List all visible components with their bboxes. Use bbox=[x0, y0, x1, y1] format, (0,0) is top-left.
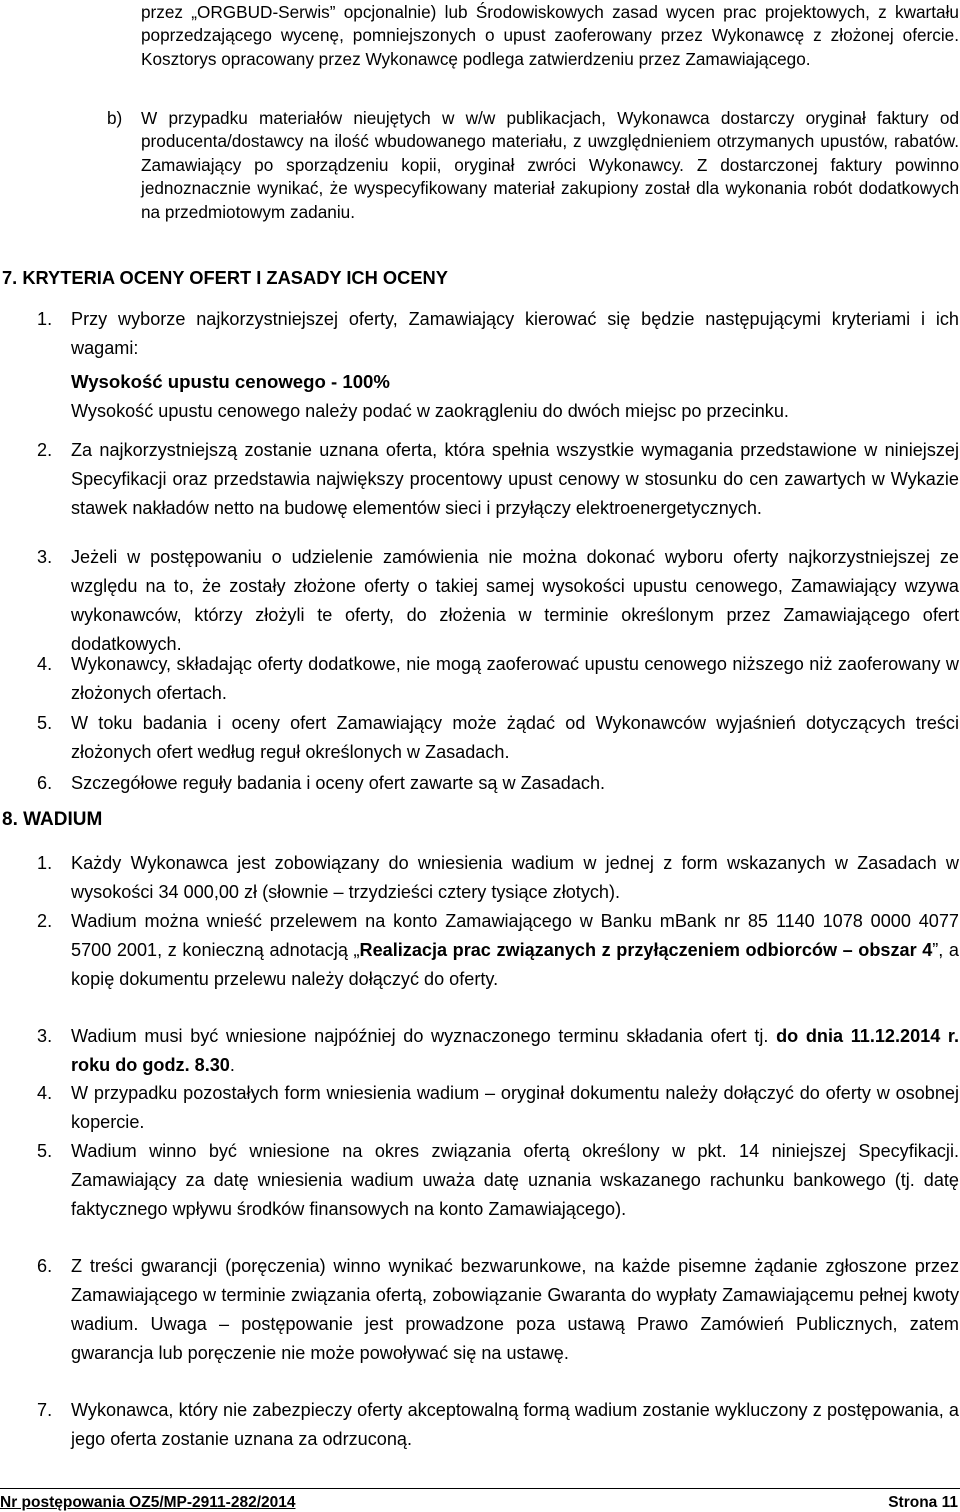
criteria-item-4 bbox=[37, 650, 959, 710]
intro-item-b-text: W przypadku materiałów nieujętych w w/w publikacjach, Wykonawca dostarczy oryginał faktury od producenta/dostawcy na ilość wbudowanego materiału, z uwzględnieniem otrzymanych upustów, rabatów. Zamawiający po sporządzeniu kopii, oryginał zwróci Wykonawcy. Z dostarczonej faktury powinno jednoznacznie wynikać, że wyspecyfikowany materiał zakupiony został dla wykonania robót dodatkowych na przedmiotowym zadaniu. bbox=[141, 108, 959, 222]
wadium-item-6 bbox=[37, 1252, 959, 1400]
list-number: 5. bbox=[37, 713, 53, 733]
page-indicator bbox=[888, 1494, 958, 1512]
criterion-note: Wysokość upustu cenowego należy podać w zaokrągleniu do dwóch miejsc po przecinku. bbox=[71, 401, 789, 421]
wadium-item-text: Z treści gwarancji (poręczenia) winno wynikać bezwarunkowe, na każde pisemne żądanie zgłoszone przez Zamawiającego w terminie związania ofertą, zobowiązanie Gwaranta do wypłaty Zamawiającemu pełnej kwoty wadium. Uwaga – postępowanie jest prowadzone poza ustawą Prawo Zamówień Publicznych, zatem gwarancja lub poręczenie nie może powoływać się na ustawę. bbox=[71, 1256, 959, 1363]
criteria-item-6 bbox=[37, 769, 959, 799]
criteria-item-text: Wykonawcy, składając oferty dodatkowe, nie mogą zaoferować upustu cenowego niższego niż zaoferowany w złożonych ofertach. bbox=[71, 654, 959, 703]
criteria-item-text: Szczegółowe reguły badania i oceny ofert zawarte są w Zasadach. bbox=[71, 773, 606, 793]
list-number: 3. bbox=[37, 1026, 53, 1046]
text-run: ”, a kopię dokumentu przelewu należy dołączyć do oferty. bbox=[71, 940, 959, 989]
list-number: 3. bbox=[37, 547, 53, 567]
wadium-item-text bbox=[71, 1022, 959, 1080]
list-number: 1. bbox=[37, 853, 53, 873]
wadium-item-text: Każdy Wykonawca jest zobowiązany do wniesienia wadium w jednej z form wskazanych w Zasadach w wysokości 34 000,00 zł (słownie – trzydzieści cztery tysiące złotych). bbox=[71, 853, 959, 902]
wadium-item-2 bbox=[37, 907, 959, 1025]
wadium-item-3 bbox=[37, 1022, 959, 1082]
text-run: Wadium można wnieść przelewem na konto Zamawiającego w Banku mBank nr 85 1140 1078 0000 4077 5700 2001, z konieczną adnotacją „ bbox=[71, 911, 959, 960]
criteria-item-1 bbox=[37, 305, 959, 365]
list-number: 4. bbox=[37, 1083, 53, 1103]
case-number: Nr postępowania OZ5/MP-2911-282/2014 bbox=[0, 1494, 296, 1511]
list-number: 1. bbox=[37, 309, 53, 329]
list-number: 6. bbox=[37, 773, 53, 793]
list-number: 6. bbox=[37, 1256, 53, 1276]
list-number: 2. bbox=[37, 911, 53, 931]
wadium-item-text: Wykonawca, który nie zabezpieczy oferty akceptowalną formą wadium zostanie wykluczony z postępowania, a jego oferta zostanie uznana za odrzuconą. bbox=[71, 1400, 959, 1449]
page-number: 11 bbox=[941, 1494, 958, 1511]
wadium-item-text: W przypadku pozostałych form wniesienia wadium – oryginał dokumentu należy dołączyć do oferty w osobnej kopercie. bbox=[71, 1083, 959, 1132]
section-heading-wadium: 8. WADIUM bbox=[2, 809, 103, 830]
wadium-item-4 bbox=[37, 1079, 959, 1139]
criterion-weight: Wysokość upustu cenowego - 100% bbox=[71, 371, 390, 392]
page-label: Strona bbox=[888, 1494, 938, 1511]
wadium-item-5 bbox=[37, 1137, 959, 1255]
bold-deadline: do dnia 11.12.2014 r. roku do godz. 8.30 bbox=[71, 1026, 959, 1075]
text-run: . bbox=[229, 1055, 235, 1075]
wadium-item-text: Wadium winno być wniesione na okres związania ofertą określony w pkt. 14 niniejszej Specyfikacji. Zamawiający za datę wniesienia wadium uważa datę uznania wskazanego rachunku bankowego (tj. datę faktycznego wpływu środków finansowych na konto Zamawiającego). bbox=[71, 1141, 959, 1219]
criteria-item-text: Przy wyborze najkorzystniejszej oferty, Zamawiający kierować się będzie następującymi kryteriami i ich wagami: bbox=[71, 309, 959, 358]
list-number: 2. bbox=[37, 440, 53, 460]
criteria-item-text: Za najkorzystniejszą zostanie uznana oferta, która spełnia wszystkie wymagania przedstawione w niniejszej Specyfikacji oraz przedstawia największy procentowy upust cenowy w stosunku do cen zawartych w Wykazie stawek nakładów netto na budowę elementów sieci i przyłączy elektroenergetycznych. bbox=[71, 440, 959, 518]
criteria-item-text: W toku badania i oceny ofert Zamawiający może żądać od Wykonawców wyjaśnień dotyczących treści złożonych ofert według reguł określonych w Zasadach. bbox=[71, 713, 959, 762]
wadium-item-1 bbox=[37, 849, 959, 909]
criteria-item-5 bbox=[37, 709, 959, 769]
criteria-item-3 bbox=[37, 543, 959, 661]
list-number: 5. bbox=[37, 1141, 53, 1161]
list-marker: b) bbox=[107, 108, 123, 128]
page-footer bbox=[0, 1488, 960, 1511]
wadium-item-text bbox=[71, 907, 959, 994]
list-number: 7. bbox=[37, 1400, 53, 1420]
criteria-item-text: Jeżeli w postępowaniu o udzielenie zamówienia nie można dokonać wyboru oferty najkorzystniejszej ze względu na to, że zostały złożone oferty o takiej samej wysokości upustu cenowego, Zamawiający wzywa wykonawców, którzy złożyli te oferty, do złożenia w terminie określonym przez Zamawiającego ofert dodatkowych. bbox=[71, 547, 959, 654]
criteria-item-2 bbox=[37, 436, 959, 554]
text-run: Wadium musi być wniesione najpóźniej do wyznaczonego terminu składania ofert tj. bbox=[71, 1026, 777, 1046]
list-number: 4. bbox=[37, 654, 53, 674]
bold-annotation: Realizacja prac związanych z przyłączeniem odbiorców – obszar 4 bbox=[359, 940, 933, 960]
section-heading-criteria: 7. KRYTERIA OCENY OFERT I ZASADY ICH OCENY bbox=[2, 267, 448, 288]
wadium-item-7 bbox=[37, 1396, 959, 1456]
intro-continuation: przez „ORGBUD-Serwis” opcjonalnie) lub Środowiskowych zasad wycen prac projektowych, z kwartału poprzedzającego wycenę, pomniejszonych o upust zaoferowany przez Wykonawcę z złożonej ofercie. Kosztorys opracowany przez Wykonawcę podlega zatwierdzeniu przez Zamawiającego. bbox=[141, 2, 959, 69]
intro-item-b bbox=[107, 107, 959, 252]
